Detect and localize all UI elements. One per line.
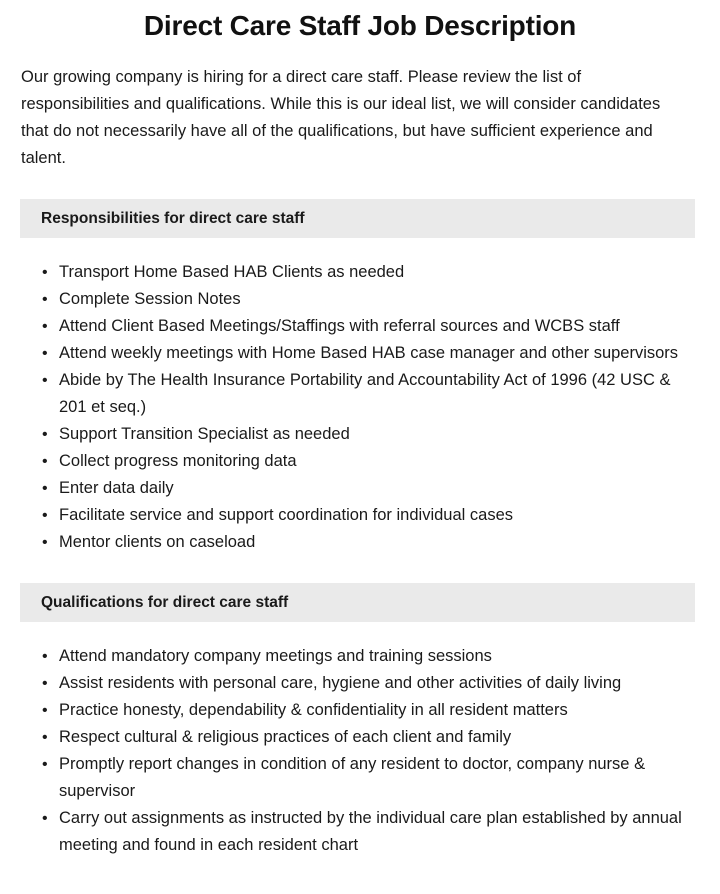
list-item: • Respect cultural & religious practices of each client and family [0,724,720,751]
list-item: • Complete Session Notes [0,286,720,313]
responsibilities-section [0,172,720,556]
list-item: • Abide by The Health Insurance Portability and Accountability Act of 1996 (42 USC & 201 et seq.) [0,367,720,421]
list-item: • Carry out assignments as instructed by the individual care plan established by annual meeting and found in each resident chart [0,805,720,859]
list-item: • Support Transition Specialist as needed [0,421,720,448]
qualifications-section [0,556,720,859]
spacer [0,238,720,259]
list-item: • Promptly report changes in condition of any resident to doctor, company nurse & supervisor [0,751,720,805]
list-item: • Enter data daily [0,475,720,502]
section-header-responsibilities [20,199,695,238]
section-header-responsibilities-label: Responsibilities for direct care staff [41,209,305,227]
section-header-qualifications [20,583,695,622]
qualifications-list [0,643,720,859]
list-item: • Assist residents with personal care, hygiene and other activities of daily living [0,670,720,697]
spacer [0,622,720,643]
list-item: • Transport Home Based HAB Clients as needed [0,259,720,286]
list-item: • Mentor clients on caseload [0,529,720,556]
list-item: • Facilitate service and support coordination for individual cases [0,502,720,529]
responsibilities-list [0,259,720,556]
section-header-qualifications-label: Qualifications for direct care staff [41,593,289,611]
list-item: • Collect progress monitoring data [0,448,720,475]
list-item: • Attend Client Based Meetings/Staffings with referral sources and WCBS staff [0,313,720,340]
list-item: • Attend weekly meetings with Home Based HAB case manager and other supervisors [0,340,720,367]
page-title: Direct Care Staff Job Description [143,10,577,41]
list-item: • Attend mandatory company meetings and training sessions [0,643,720,670]
intro-paragraph: Our growing company is hiring for a direct care staff. Please review the list of responsibilities and qualifications. While this is our ideal list, we will consider candidates that do not necessarily have all of the qualifications, but have sufficient experience and talent. [21,68,661,167]
list-item: • Practice honesty, dependability & confidentiality in all resident matters [0,697,720,724]
